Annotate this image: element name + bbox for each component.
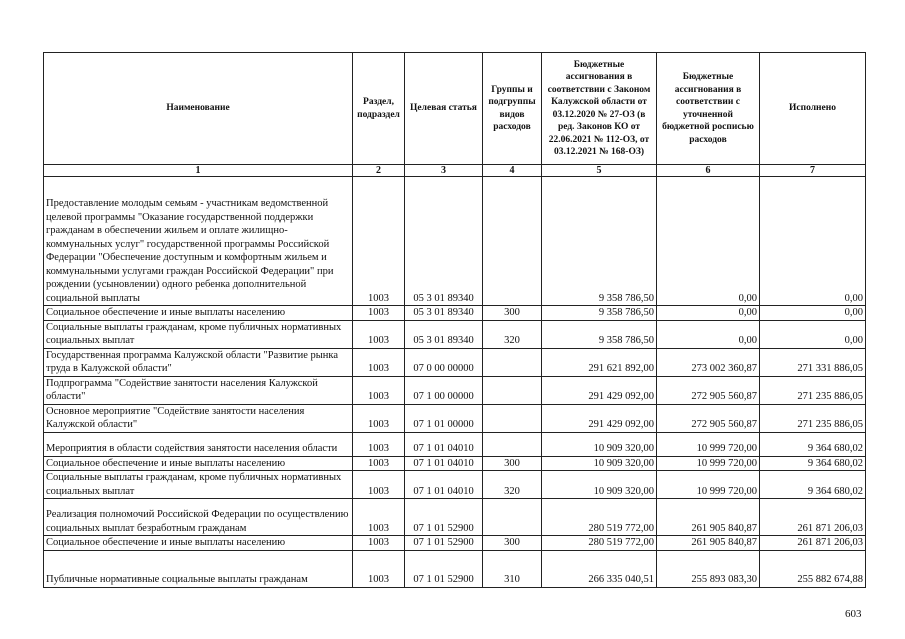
- row-name: Предоставление молодым семьям - участникам ведомственной целевой программы "Оказание государственной поддержки гражданам в обеспечении жильем и оплате жилищно-коммунальных услуг" государственной программы Российской Федерации "Обеспечение доступным и комфортным жильем и коммунальными услугами граждан Российской Федерации" при рождении (усыновлении) одного ребенка дополнительной социальной выплаты: [44, 177, 353, 306]
- row-done-amount: 0,00: [760, 177, 866, 306]
- header-row: [44, 53, 866, 165]
- column-number: 5: [542, 165, 657, 177]
- row-law-amount: 9 358 786,50: [542, 306, 657, 321]
- row-section: 1003: [353, 404, 405, 432]
- page-number: 603: [845, 608, 862, 620]
- row-plan-amount: 261 905 840,87: [657, 499, 760, 536]
- row-target: 07 1 00 00000: [405, 376, 483, 404]
- row-target: 07 1 01 52900: [405, 550, 483, 587]
- row-done-amount: 261 871 206,03: [760, 536, 866, 551]
- table-row: [44, 536, 866, 551]
- row-plan-amount: 10 999 720,00: [657, 432, 760, 456]
- row-section: 1003: [353, 471, 405, 499]
- row-law-amount: 10 909 320,00: [542, 456, 657, 471]
- row-group: 300: [483, 456, 542, 471]
- row-name: Социальные выплаты гражданам, кроме публичных нормативных социальных выплат: [44, 320, 353, 348]
- row-plan-amount: 272 905 560,87: [657, 404, 760, 432]
- table-row: [44, 376, 866, 404]
- row-done-amount: 0,00: [760, 320, 866, 348]
- row-section: 1003: [353, 348, 405, 376]
- row-done-amount: 0,00: [760, 306, 866, 321]
- row-law-amount: 291 429 092,00: [542, 376, 657, 404]
- row-law-amount: 266 335 040,51: [542, 550, 657, 587]
- table-row: [44, 177, 866, 306]
- row-group: [483, 348, 542, 376]
- row-name: Социальное обеспечение и иные выплаты населению: [44, 536, 353, 551]
- row-plan-amount: 0,00: [657, 320, 760, 348]
- row-group: [483, 376, 542, 404]
- row-name: Социальные выплаты гражданам, кроме публичных нормативных социальных выплат: [44, 471, 353, 499]
- row-plan-amount: 0,00: [657, 177, 760, 306]
- table-row: [44, 456, 866, 471]
- row-name: Подпрограмма "Содействие занятости населения Калужской области": [44, 376, 353, 404]
- header-name: Наименование: [44, 53, 353, 165]
- header-plan: Бюджетные ассигнования в соответствии с уточненной бюджетной росписью расходов: [657, 53, 760, 165]
- row-target: 07 1 01 04010: [405, 471, 483, 499]
- table-row: [44, 348, 866, 376]
- row-done-amount: 255 882 674,88: [760, 550, 866, 587]
- header-group: Группы и подгруппы видов расходов: [483, 53, 542, 165]
- row-group: 300: [483, 536, 542, 551]
- table-row: [44, 471, 866, 499]
- row-name: Мероприятия в области содействия занятости населения области: [44, 432, 353, 456]
- column-number: 1: [44, 165, 353, 177]
- row-group: [483, 404, 542, 432]
- row-plan-amount: 0,00: [657, 306, 760, 321]
- row-group: 300: [483, 306, 542, 321]
- row-section: 1003: [353, 499, 405, 536]
- row-done-amount: 9 364 680,02: [760, 432, 866, 456]
- row-target: 07 1 01 00000: [405, 404, 483, 432]
- row-law-amount: 280 519 772,00: [542, 536, 657, 551]
- row-name: Социальное обеспечение и иные выплаты населению: [44, 456, 353, 471]
- row-plan-amount: 273 002 360,87: [657, 348, 760, 376]
- row-target: 07 1 01 04010: [405, 432, 483, 456]
- row-group: 310: [483, 550, 542, 587]
- table-row: [44, 432, 866, 456]
- row-name: Государственная программа Калужской области "Развитие рынка труда в Калужской области": [44, 348, 353, 376]
- table-body: [44, 177, 866, 588]
- row-target: 07 1 01 04010: [405, 456, 483, 471]
- row-law-amount: 9 358 786,50: [542, 320, 657, 348]
- row-section: 1003: [353, 376, 405, 404]
- row-group: [483, 499, 542, 536]
- column-number: 6: [657, 165, 760, 177]
- column-number: 7: [760, 165, 866, 177]
- column-number: 2: [353, 165, 405, 177]
- row-group: 320: [483, 471, 542, 499]
- row-plan-amount: 272 905 560,87: [657, 376, 760, 404]
- budget-table: [43, 52, 866, 588]
- row-law-amount: 280 519 772,00: [542, 499, 657, 536]
- row-plan-amount: 10 999 720,00: [657, 456, 760, 471]
- row-target: 05 3 01 89340: [405, 320, 483, 348]
- row-section: 1003: [353, 456, 405, 471]
- row-target: 05 3 01 89340: [405, 306, 483, 321]
- row-section: 1003: [353, 320, 405, 348]
- row-section: 1003: [353, 306, 405, 321]
- row-plan-amount: 10 999 720,00: [657, 471, 760, 499]
- row-law-amount: 291 621 892,00: [542, 348, 657, 376]
- table-row: [44, 320, 866, 348]
- row-target: 07 1 01 52900: [405, 499, 483, 536]
- table-row: [44, 404, 866, 432]
- row-done-amount: 9 364 680,02: [760, 471, 866, 499]
- table-row: [44, 550, 866, 587]
- row-done-amount: 271 331 886,05: [760, 348, 866, 376]
- header-section: Раздел, подраздел: [353, 53, 405, 165]
- row-section: 1003: [353, 177, 405, 306]
- row-group: 320: [483, 320, 542, 348]
- row-section: 1003: [353, 550, 405, 587]
- row-done-amount: 261 871 206,03: [760, 499, 866, 536]
- row-law-amount: 10 909 320,00: [542, 432, 657, 456]
- row-name: Основное мероприятие "Содействие занятости населения Калужской области": [44, 404, 353, 432]
- row-target: 07 0 00 00000: [405, 348, 483, 376]
- table-row: [44, 499, 866, 536]
- row-group: [483, 432, 542, 456]
- row-done-amount: 9 364 680,02: [760, 456, 866, 471]
- column-number: 4: [483, 165, 542, 177]
- row-law-amount: 10 909 320,00: [542, 471, 657, 499]
- column-number: 3: [405, 165, 483, 177]
- table-row: [44, 306, 866, 321]
- row-law-amount: 9 358 786,50: [542, 177, 657, 306]
- row-section: 1003: [353, 432, 405, 456]
- row-plan-amount: 255 893 083,30: [657, 550, 760, 587]
- row-group: [483, 177, 542, 306]
- row-target: 05 3 01 89340: [405, 177, 483, 306]
- row-plan-amount: 261 905 840,87: [657, 536, 760, 551]
- row-done-amount: 271 235 886,05: [760, 376, 866, 404]
- row-name: Реализация полномочий Российской Федерации по осуществлению социальных выплат безработным гражданам: [44, 499, 353, 536]
- column-number-row: [44, 165, 866, 177]
- header-done: Исполнено: [760, 53, 866, 165]
- row-law-amount: 291 429 092,00: [542, 404, 657, 432]
- header-law: Бюджетные ассигнования в соответствии с Законом Калужской области от 03.12.2020 № 27-ОЗ (в ред. Законов КО от 22.06.2021 № 112-ОЗ, от 03.12.2021 № 168-ОЗ): [542, 53, 657, 165]
- row-name: Социальное обеспечение и иные выплаты населению: [44, 306, 353, 321]
- row-section: 1003: [353, 536, 405, 551]
- row-name: Публичные нормативные социальные выплаты гражданам: [44, 550, 353, 587]
- header-target: Целевая статья: [405, 53, 483, 165]
- row-done-amount: 271 235 886,05: [760, 404, 866, 432]
- row-target: 07 1 01 52900: [405, 536, 483, 551]
